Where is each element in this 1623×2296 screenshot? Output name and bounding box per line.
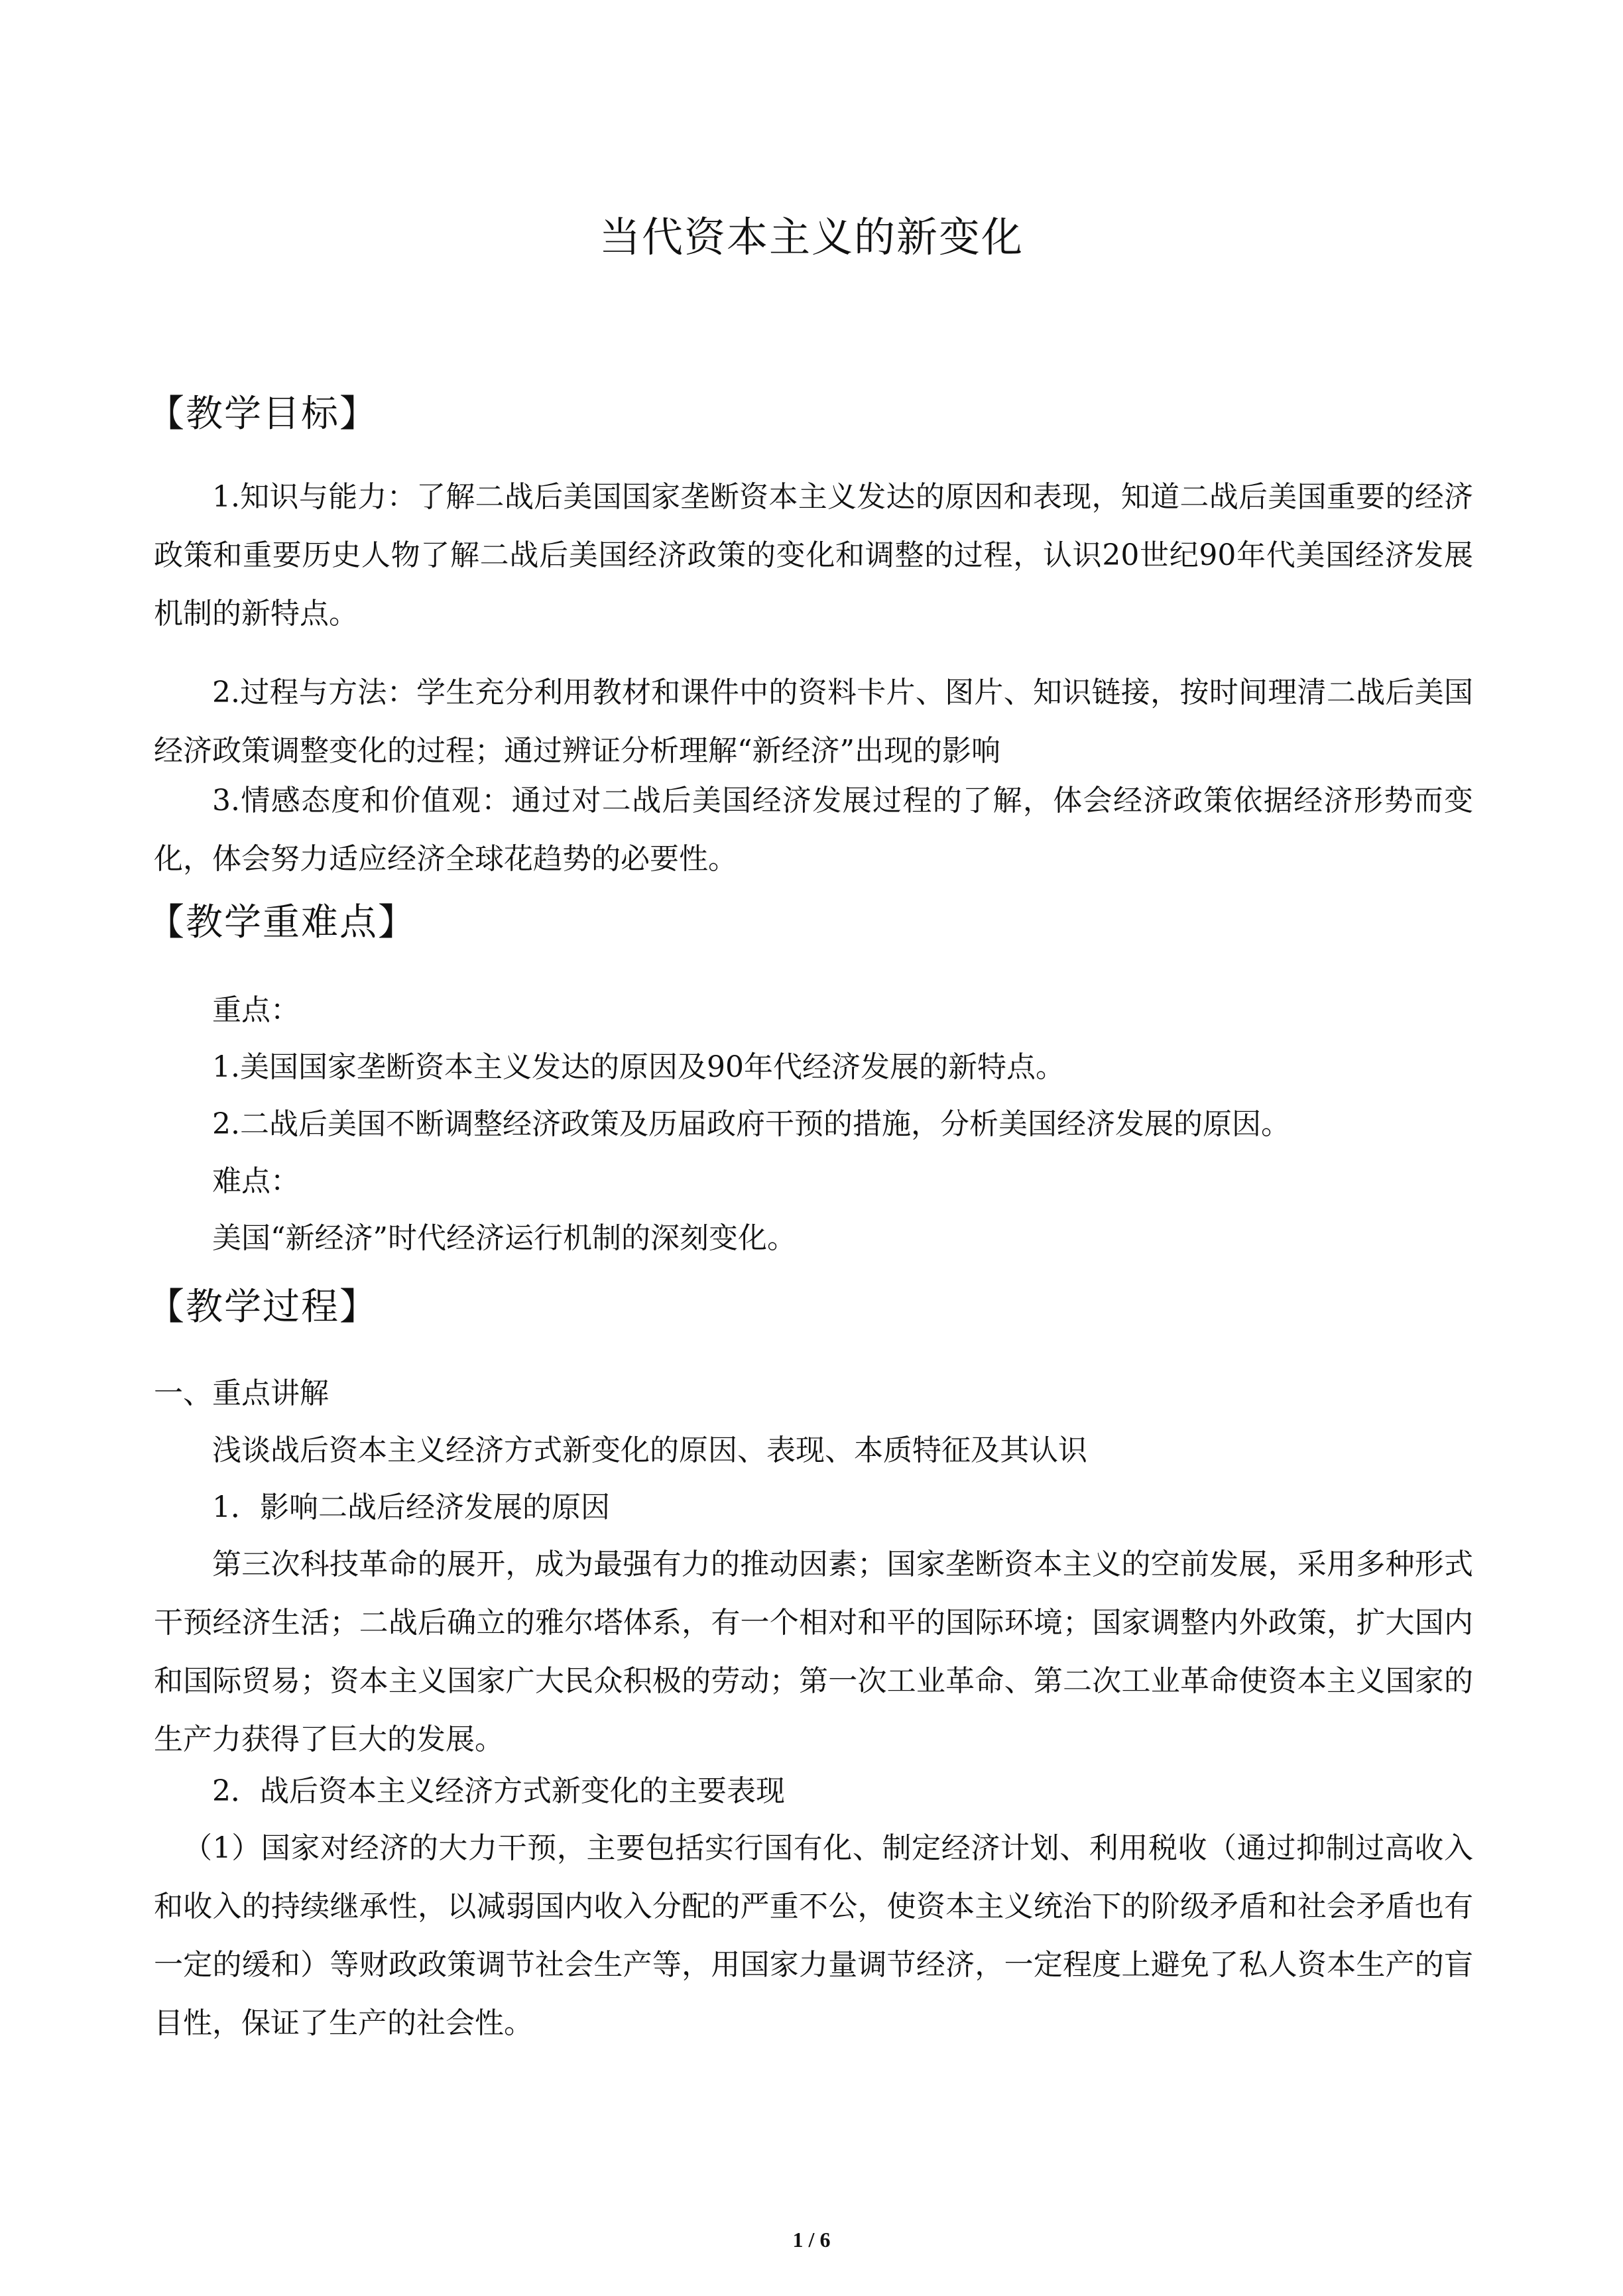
section-heading-key-points: 【教学重难点】 xyxy=(147,901,416,944)
key-point-2: 2.二战后美国不断调整经济政策及历届政府干预的措施，分析美国经济发展的原因。 xyxy=(212,1107,1290,1141)
key-point-1: 1.美国国家垄断资本主义发达的原因及90年代经济发展的新特点。 xyxy=(212,1050,1065,1084)
difficulty-label: 难点： xyxy=(212,1164,300,1198)
key-point-label: 重点： xyxy=(212,993,300,1027)
process-item-2-heading: 2．战后资本主义经济方式新变化的主要表现 xyxy=(212,1774,785,1808)
process-item-1-heading: 1．影响二战后经济发展的原因 xyxy=(212,1490,610,1524)
page-number: 1 / 6 xyxy=(792,2228,831,2252)
document-title: 当代资本主义的新变化 xyxy=(599,213,1024,261)
objective-method-paragraph: 2.过程与方法：学生充分利用教材和课件中的资料卡片、图片、知识链接，按时间理清二战后美国经济政策调整变化的过程；通过辨证分析理解“新经济”出现的影响 xyxy=(154,676,1473,768)
process-item-2-body: （1）国家对经济的大力干预，主要包括实行国有化、制定经济计划、利用税收（通过抑制过高收入和收入的持续继承性，以减弱国内收入分配的严重不公，使资本主义统治下的阶级矛盾和社会矛盾也有一定的缓和）等财政政策调节社会生产等，用国家力量调节经济，一定程度上避免了私人资本生产的盲目性，保证了生产的社会性。 xyxy=(154,1831,1473,2040)
objective-knowledge-paragraph: 1.知识与能力：了解二战后美国国家垄断资本主义发达的原因和表现，知道二战后美国重要的经济政策和重要历史人物了解二战后美国经济政策的变化和调整的过程，认识20世纪90年代美国经济发展机制的新特点。 xyxy=(154,480,1473,631)
process-item-1-body: 第三次科技革命的展开，成为最强有力的推动因素；国家垄断资本主义的空前发展，采用多种形式干预经济生活；二战后确立的雅尔塔体系，有一个相对和平的国际环境；国家调整内外政策，扩大国内和国际贸易；资本主义国家广大民众积极的劳动；第一次工业革命、第二次工业革命使资本主义国家的生产力获得了巨大的发展。 xyxy=(154,1547,1473,1756)
difficulty-1: 美国“新经济”时代经济运行机制的深刻变化。 xyxy=(212,1221,796,1255)
section-heading-objectives: 【教学目标】 xyxy=(147,393,378,436)
section-heading-process: 【教学过程】 xyxy=(147,1286,378,1329)
process-topic: 浅谈战后资本主义经济方式新变化的原因、表现、本质特征及其认识 xyxy=(212,1433,1087,1467)
objective-values-paragraph: 3.情感态度和价值观：通过对二战后美国经济发展过程的了解，体会经济政策依据经济形势而变化，体会努力适应经济全球花趋势的必要性。 xyxy=(154,784,1473,876)
process-subheading: 一、重点讲解 xyxy=(154,1376,329,1410)
